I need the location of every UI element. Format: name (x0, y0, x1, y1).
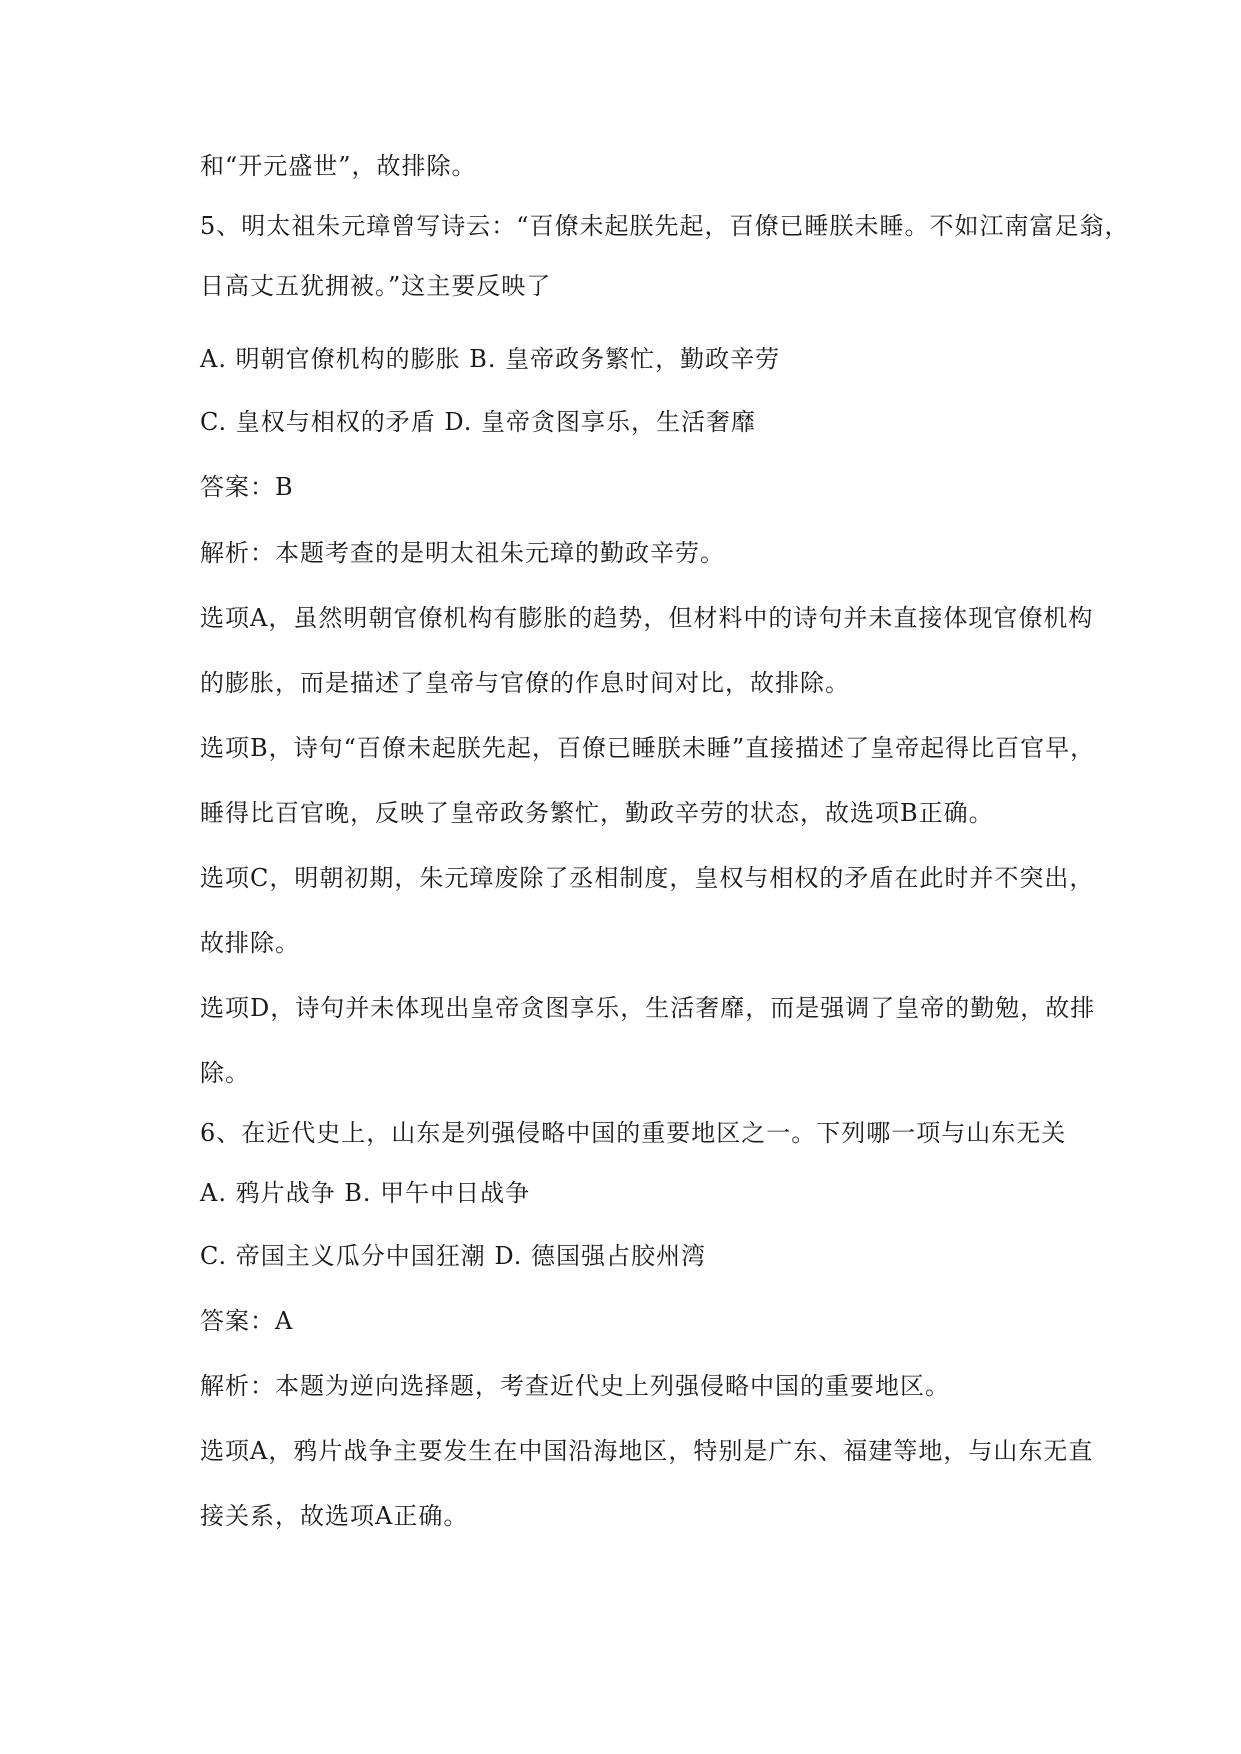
question-6-analysis: 解析：本题为逆向选择题，考查近代史上列强侵略中国的重要地区。 (200, 1372, 950, 1400)
text-line: 选项D，诗句并未体现出皇帝贪图享乐，生活奢靡，而是强调了皇帝的勤勉，故排 (200, 994, 1096, 1022)
question-6-answer: 答案：A (200, 1307, 294, 1335)
text-line: 除。 (200, 1059, 250, 1087)
text-line: 选项A，虽然明朝官僚机构有膨胀的趋势，但材料中的诗句并未直接体现官僚机构 (200, 604, 1094, 632)
text-line: 接关系，故选项A正确。 (200, 1502, 469, 1530)
text-line: 故排除。 (200, 929, 300, 957)
text-line: 和“开元盛世”，故排除。 (200, 152, 477, 180)
question-6-options-cd: C. 帝国主义瓜分中国狂潮 D. 德国强占胶州湾 (200, 1242, 707, 1270)
question-5-analysis: 解析：本题考查的是明太祖朱元璋的勤政辛劳。 (200, 539, 725, 567)
question-5-answer: 答案：B (200, 473, 294, 501)
text-line: 选项B，诗句“百僚未起朕先起，百僚已睡朕未睡”直接描述了皇帝起得比百官早， (200, 734, 1096, 762)
question-5-options-ab: A. 明朝官僚机构的膨胀 B. 皇帝政务繁忙，勤政辛劳 (200, 345, 781, 373)
text-line: 的膨胀，而是描述了皇帝与官僚的作息时间对比，故排除。 (200, 669, 850, 697)
question-6-options-ab: A. 鸦片战争 B. 甲午中日战争 (200, 1179, 531, 1207)
question-6-stem: 6、在近代史上，山东是列强侵略中国的重要地区之一。下列哪一项与山东无关 (200, 1119, 1067, 1147)
text-line: 睡得比百官晚，反映了皇帝政务繁忙，勤政辛劳的状态，故选项B正确。 (200, 799, 994, 827)
text-line: 选项C，明朝初期，朱元璋废除了丞相制度，皇权与相权的矛盾在此时并不突出， (200, 864, 1095, 892)
text-line: 选项A，鸦片战争主要发生在中国沿海地区，特别是广东、福建等地，与山东无直 (200, 1437, 1094, 1465)
question-5-stem-line-2: 日高丈五犹拥被。”这主要反映了 (200, 272, 552, 300)
question-5-options-cd: C. 皇权与相权的矛盾 D. 皇帝贪图享乐，生活奢靡 (200, 408, 757, 436)
question-5-stem-line-1: 5、明太祖朱元璋曾写诗云：“百僚未起朕先起，百僚已睡朕未睡。不如江南富足翁， (200, 212, 1130, 240)
